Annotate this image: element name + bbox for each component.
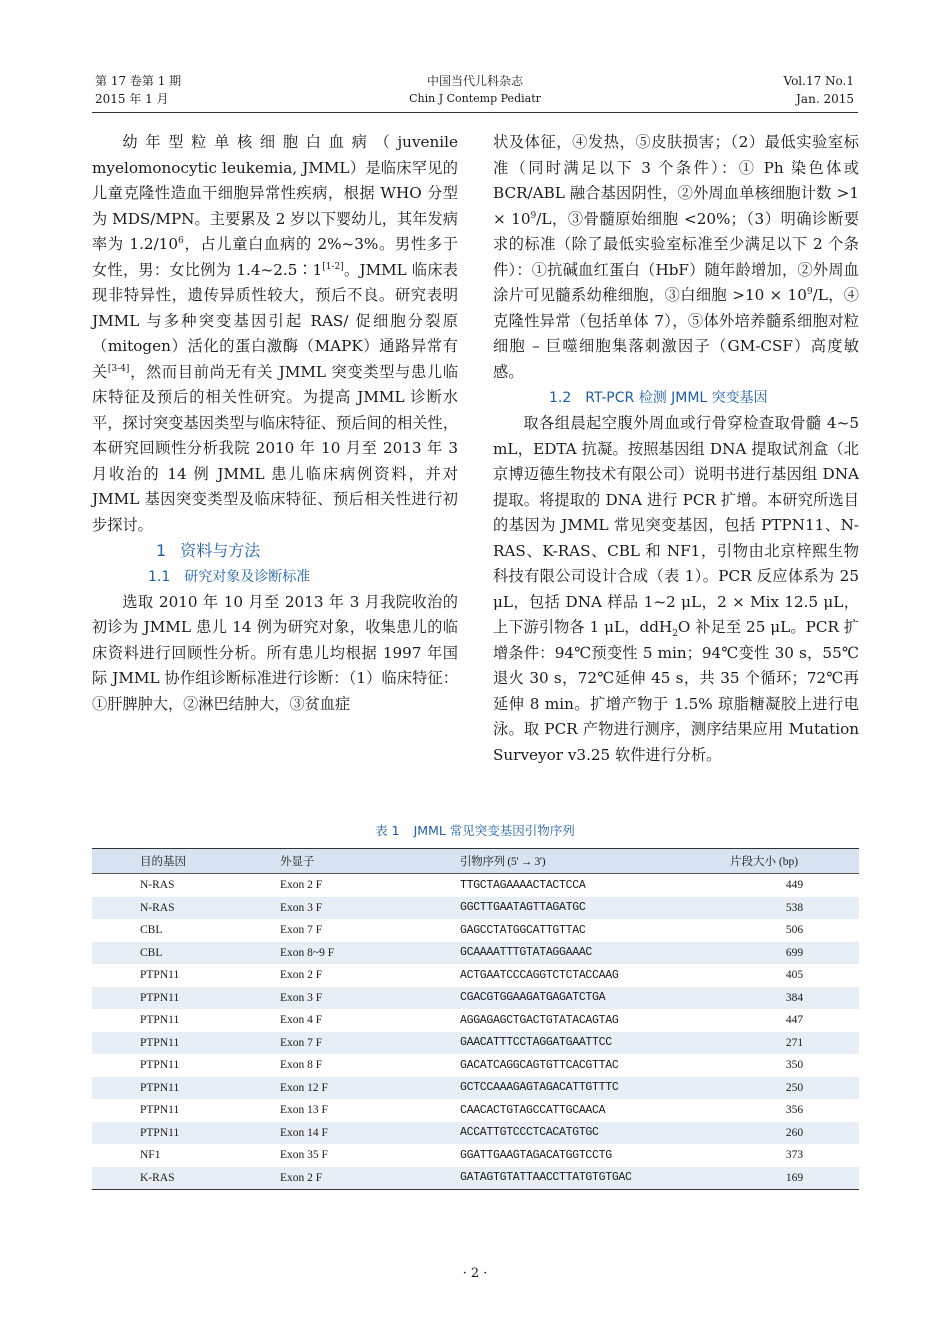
cell-gene: N-RAS [140, 879, 175, 892]
subsection-heading-1-1: 1.1 研究对象及诊断标准 [148, 568, 311, 585]
cell-gene: PTPN11 [92, 1077, 280, 1100]
table-row [92, 964, 859, 987]
cell-size: 356 [785, 1104, 804, 1117]
cell-gene: PTPN11 [92, 987, 280, 1010]
cell-size: 538 [730, 897, 859, 920]
cell-gene: K-RAS [92, 1167, 280, 1190]
table-row [92, 1032, 859, 1055]
cell-gene: PTPN11 [92, 1032, 280, 1055]
cell-size: 169 [730, 1167, 859, 1190]
paragraph-1-1: 选取 2010 年 10 月至 2013 年 3 月我院收治的初诊为 JMML 患儿 14 例为研究对象，收集患儿的临床资料进行回顾性分析。所有患儿均根据 1997 年国际 JMML 协作组诊断标准进行诊断：（1）临床特征：①肝脾肿大，②淋巴结肿大，③贫血症 [92, 592, 458, 713]
cell-exon: Exon 13 F [280, 1104, 328, 1117]
cell-sequence: GGCTTGAATAGTTAGATGC [460, 897, 730, 920]
intro-paragraph: 幼年型粒单核细胞白血病（juvenile myelomonocytic leukemia, JMML）是临床罕见的儿童克隆性造血干细胞异常性疾病，根据 WHO 分型为 MDS/MPN。主要累及 2 岁以下婴幼儿，其年发病率为 $1.2/10^6$，占儿童白血病的 2%~3%。男性多于女性，男：女比例为 1.4~2.5∶1[1-2]。JMML 临床表现非特异性，遗传异质性较大，预后不良。研究表明 JMML 与多种突变基因引起 RAS/ 促细胞分裂原（mitogen）活化的蛋白激酶（MAPK）通路异常有关[3-4]，然而目前尚无有关 JMML 突变类型与患儿临床特征及预后的相关性研究。为提高 JMML 诊断水平，探讨突变基因类型与临床特征、预后间的相关性，本研究回顾性分析我院 2010 年 10 月至 2013 年 3 月收治的 14 例 JMML 患儿临床病例资料，并对 JMML 基因突变类型及临床特征、预后相关性进行初步探讨。 [92, 133, 459, 534]
right-column [493, 130, 859, 768]
citation: [3-4] [107, 363, 130, 374]
header-vol-no: Vol.17 No.1 [783, 74, 854, 88]
cell-size: 350 [785, 1059, 804, 1072]
table-row [92, 897, 859, 920]
table-row [92, 1009, 859, 1032]
cell-size: 260 [730, 1122, 859, 1145]
cell-sequence: CGACGTGGAAGATGAGATCTGA [460, 987, 730, 1010]
table-title: JMML 常见突变基因引物序列 [413, 823, 575, 838]
header-month: Jan. 2015 [796, 92, 854, 106]
table-row [92, 1122, 859, 1145]
cell-sequence: GCTCCAAAGAGTAGACATTGTTTC [460, 1077, 730, 1100]
paragraph-1-1-continued: 状及体征，④发热，⑤皮肤损害；（2）最低实验室标准（同时满足以下 3 个条件）：① Ph 染色体或 BCR/ABL 融合基因阴性，②外周血单核细胞计数 $>1 \times 10^9/L$，③骨髓原始细胞 <20%；（3）明确诊断要求的标准（除了最低实验室标准至少满足以下 2 个条件）：①抗碱血红蛋白（HbF）随年龄增加，②外周血涂片可见髓系幼稚细胞，③白细胞 $>10 \times 10^9/L$，④克隆性异常（包括单体 7），⑤体外培养髓系细胞对粒细胞 – 巨噬细胞集落刺激因子（GM-CSF）高度敏感。 [493, 133, 859, 381]
cell-exon: Exon 14 F [280, 1122, 460, 1145]
cell-exon: Exon 7 F [280, 924, 323, 937]
cell-gene: PTPN11 [92, 1122, 280, 1145]
cell-exon: Exon 35 F [280, 1149, 328, 1162]
header-rule [92, 112, 858, 113]
cell-sequence: ACTGAATCCCAGGTCTCTACCAAG [460, 968, 619, 982]
header-volume: 第 17 卷第 1 期 [95, 74, 182, 88]
table-row [92, 874, 859, 897]
cell-sequence: GCAAAATTTGTATAGGAAAC [460, 942, 730, 965]
cell-sequence: GAGCCTATGGCATTGTTAC [460, 923, 586, 937]
table-label: 表 1 [375, 823, 400, 838]
cell-sequence: GAACATTTCCTAGGATGAATTCC [460, 1032, 730, 1055]
table-caption [0, 821, 950, 839]
cell-size: 373 [785, 1149, 804, 1162]
cell-exon: Exon 12 F [280, 1077, 460, 1100]
cell-sequence: AGGAGAGCTGACTGTATACAGTAG [460, 1013, 619, 1027]
citation: [1-2] [322, 261, 344, 272]
table-header-row [92, 849, 859, 874]
cell-sequence: ACCATTGTCCCTCACATGTGC [460, 1122, 730, 1145]
primer-table [92, 848, 859, 1190]
cell-sequence: TTGCTAGAAAACTACTCCA [460, 878, 586, 892]
cell-gene: CBL [140, 924, 163, 937]
table-row [92, 1099, 859, 1122]
cell-gene: PTPN11 [140, 1014, 180, 1027]
section-heading-1: 1 资料与方法 [156, 541, 261, 560]
cell-size: 271 [730, 1032, 859, 1055]
cell-size: 506 [785, 924, 804, 937]
journal-title-cn: 中国当代儿科杂志 [426, 74, 523, 88]
cell-size: 405 [785, 969, 804, 982]
cell-exon: Exon 8~9 F [280, 942, 460, 965]
cell-size: 384 [730, 987, 859, 1010]
cell-size: 250 [730, 1077, 859, 1100]
cell-gene: CBL [92, 942, 280, 965]
journal-title-en: Chin J Contemp Pediatr [409, 92, 541, 105]
cell-exon: Exon 3 F [280, 897, 460, 920]
table-row [92, 1077, 859, 1100]
cell-gene: NF1 [140, 1149, 161, 1162]
subsection-heading-1-2: 1.2 RT-PCR 检测 JMML 突变基因 [549, 390, 768, 406]
table-row [92, 919, 859, 942]
cell-exon: Exon 2 F [280, 879, 323, 892]
cell-exon: Exon 8 F [280, 1059, 323, 1072]
cell-exon: Exon 2 F [280, 969, 323, 982]
cell-size: 449 [785, 879, 804, 892]
table-row [92, 1167, 859, 1190]
cell-gene: PTPN11 [140, 1059, 180, 1072]
cell-exon: Exon 4 F [280, 1014, 323, 1027]
page-number: · 2 · [462, 1266, 488, 1281]
cell-size: 699 [730, 942, 859, 965]
cell-sequence: CAACACTGTAGCCATTGCAACA [460, 1103, 606, 1117]
cell-gene: N-RAS [92, 897, 280, 920]
cell-gene: PTPN11 [140, 1104, 180, 1117]
col-header-gene: 目的基因 [92, 849, 280, 874]
cell-exon: Exon 7 F [280, 1032, 460, 1055]
table-row [92, 1054, 859, 1077]
paragraph-1-2: 取各组晨起空腹外周血或行骨穿检查取骨髓 4~5 mL，EDTA 抗凝。按照基因组 DNA 提取试剂盒（北京博迈德生物技术有限公司）说明书进行基因组 DNA 提取。将提取的 DNA 进行 PCR 扩增。本研究所选目的基因为 JMML 常见突变基因，包括 PTPN11、N-RAS、K-RAS、CBL 和 NF1，引物由北京梓熙生物科技有限公司设计合成（表 1）。PCR 反应体系为 25 μL，包括 DNA 样品 1~2 μL，2 × Mix 12.5 μL，上下游引物各 1 μL，ddH$_2$O 补足至 25 μL。PCR 扩增条件：94℃预变性 5 min；94℃变性 30 s，55℃退火 30 s，72℃延伸 45 s，共 35 个循环；72℃再延伸 8 min。扩增产物于 1.5% 琼脂糖凝胶上进行电泳。取 PCR 产物进行测序，测序结果应用 Mutation Surveyor v3.25 软件进行分析。 [493, 414, 859, 764]
cell-sequence: GATAGTGTATTAACCTTATGTGTGAC [460, 1167, 730, 1190]
col-header-exon: 外显子 [280, 849, 460, 874]
cell-exon: Exon 3 F [280, 987, 460, 1010]
left-column [92, 130, 458, 717]
cell-size: 447 [785, 1014, 804, 1027]
col-header-sequence: 引物序列 (5' → 3') [460, 849, 730, 874]
header-vol-en [784, 72, 855, 108]
table-row [92, 1144, 859, 1167]
col-header-size: 片段大小 (bp) [730, 849, 859, 874]
table-row [92, 942, 859, 965]
header-date: 2015 年 1 月 [95, 92, 169, 106]
cell-sequence: GACATCAGGCAGTGTTCACGTTAC [460, 1058, 619, 1072]
table-row [92, 987, 859, 1010]
cell-gene: PTPN11 [140, 969, 180, 982]
cell-sequence: GGATTGAAGTAGACATGGTCCTG [460, 1148, 612, 1162]
cell-exon: Exon 2 F [280, 1167, 460, 1190]
